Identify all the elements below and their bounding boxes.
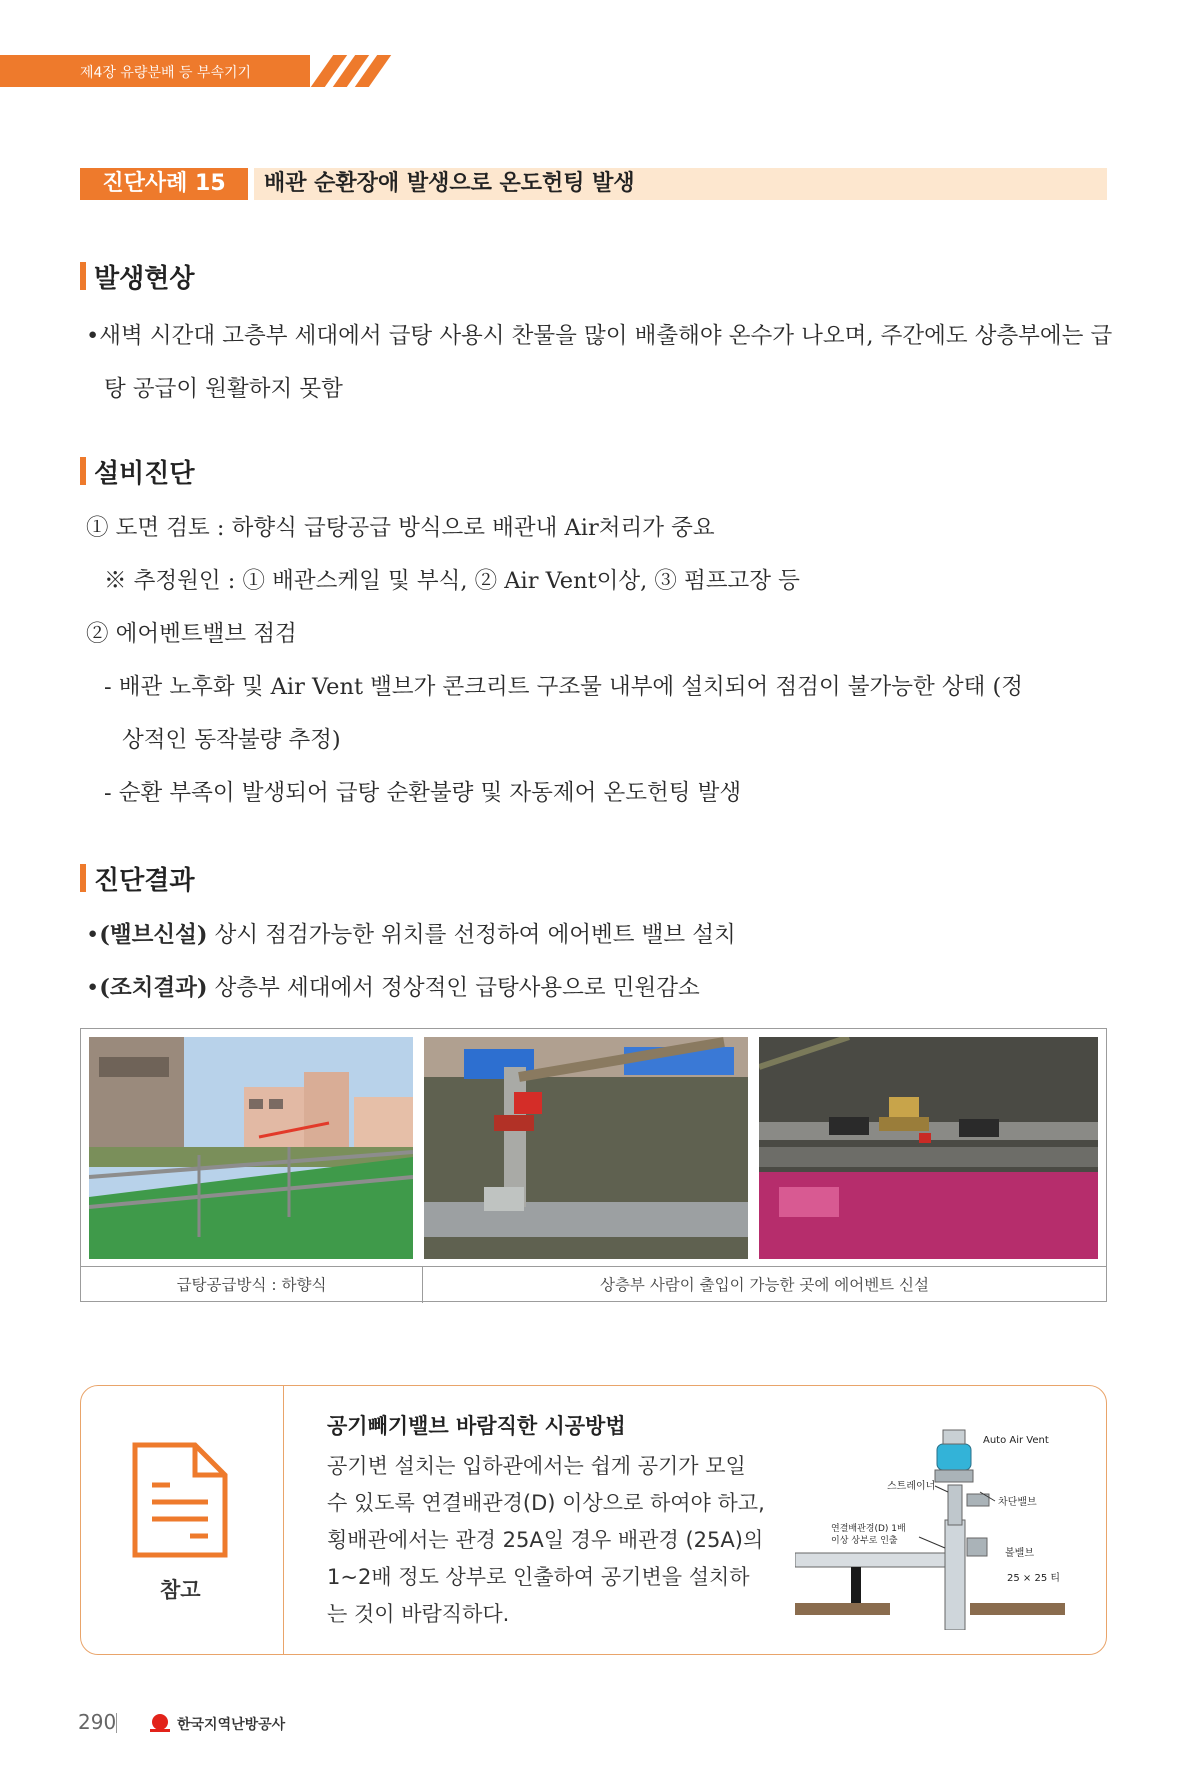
note-title: 공기빼기밸브 바람직한 시공방법	[327, 1414, 626, 1438]
diagram-label-pipe-note-1: 연결배관경(D) 1배	[831, 1524, 906, 1534]
air-vent-photo	[759, 1037, 1098, 1259]
page-number: 290	[78, 1710, 117, 1734]
diagnosis-line: 상적인 동작불량 추정)	[122, 727, 341, 753]
air-vent-diagram	[795, 1420, 1065, 1630]
occurrence-text: •새벽 시간대 고층부 세대에서 급탕 사용시 찬물을 많이 배출해야 온수가 나오며, 주간에도 상층부에는 급탕 공급이 원활하지 못함	[86, 323, 1113, 402]
result-item: •(조치결과) 상층부 세대에서 정상적인 급탕사용으로 민원감소	[86, 975, 700, 1001]
case-title: 배관 순환장애 발생으로 온도헌팅 발생	[254, 168, 1107, 200]
diagram-label-strainer: 스트레이너	[887, 1481, 936, 1492]
result-item-label: (조치결과)	[99, 975, 208, 1001]
section-title-diagnosis: 설비진단	[80, 453, 194, 490]
org-logo-icon	[148, 1712, 172, 1734]
result-item-text: 상층부 세대에서 정상적인 급탕사용으로 민원감소	[207, 975, 700, 1001]
note-divider	[283, 1386, 284, 1654]
diagram-label-ball-valve: 볼밸브	[1005, 1548, 1034, 1559]
case-label: 진단사례 15	[80, 168, 248, 200]
diagnosis-line: ※ 추정원인 : ① 배관스케일 및 부식, ② Air Vent이상, ③ 펌프고장 등	[104, 568, 800, 594]
photo-caption-left: 급탕공급방식 : 하향식	[81, 1267, 423, 1303]
photo-panel	[80, 1028, 1107, 1302]
section-title-occurrence: 발생현상	[80, 258, 194, 295]
chapter-title: 제4장 유량분배 등 부속기기	[80, 65, 252, 81]
diagram-label-auto-air-vent: Auto Air Vent	[983, 1435, 1049, 1446]
diagram-label-shutoff-valve: 차단밸브	[998, 1497, 1037, 1508]
photo-caption-right: 상층부 사람이 출입이 가능한 곳에 에어벤트 신설	[599, 1276, 930, 1294]
valve-install-photo	[424, 1037, 748, 1259]
diagnosis-line: - 배관 노후화 및 Air Vent 밸브가 콘크리트 구조물 내부에 설치되어 점검이 불가능한 상태 (정	[104, 674, 1023, 700]
diagnosis-line: - 순환 부족이 발생되어 급탕 순환불량 및 자동제어 온도헌팅 발생	[104, 780, 742, 806]
photo-caption-row	[81, 1266, 1106, 1303]
diagram-label-tee: 25 × 25 티	[1007, 1573, 1061, 1584]
result-item-label: (밸브신설)	[99, 922, 208, 948]
result-item-text: 상시 점검가능한 위치를 선정하여 에어벤트 밸브 설치	[207, 922, 736, 948]
rooftop-photo	[89, 1037, 413, 1259]
diagnosis-line: ① 도면 검토 : 하향식 급탕공급 방식으로 배관내 Air처리가 중요	[86, 515, 715, 541]
result-item: •(밸브신설) 상시 점검가능한 위치를 선정하여 에어벤트 밸브 설치	[86, 922, 736, 948]
diagnosis-line: ② 에어벤트밸브 점검	[86, 621, 297, 647]
note-label: 참고	[160, 1578, 201, 1602]
footer-divider	[116, 1713, 117, 1733]
diagram-label-pipe-note-2: 이상 상부로 인출	[831, 1536, 898, 1546]
note-body: 공기변 설치는 입하관에서는 쉽게 공기가 모일 수 있도록 연결배관경(D) 이상으로 하여야 하고, 횡배관에서는 관경 25A일 경우 배관경 (25A)의 1~2배 정도 상부로 인출하여 공기변을 설치하는 것이 바람직하다.	[327, 1454, 765, 1626]
org-name: 한국지역난방공사	[177, 1717, 286, 1733]
section-title-result: 진단결과	[80, 860, 194, 897]
document-icon	[130, 1440, 230, 1560]
